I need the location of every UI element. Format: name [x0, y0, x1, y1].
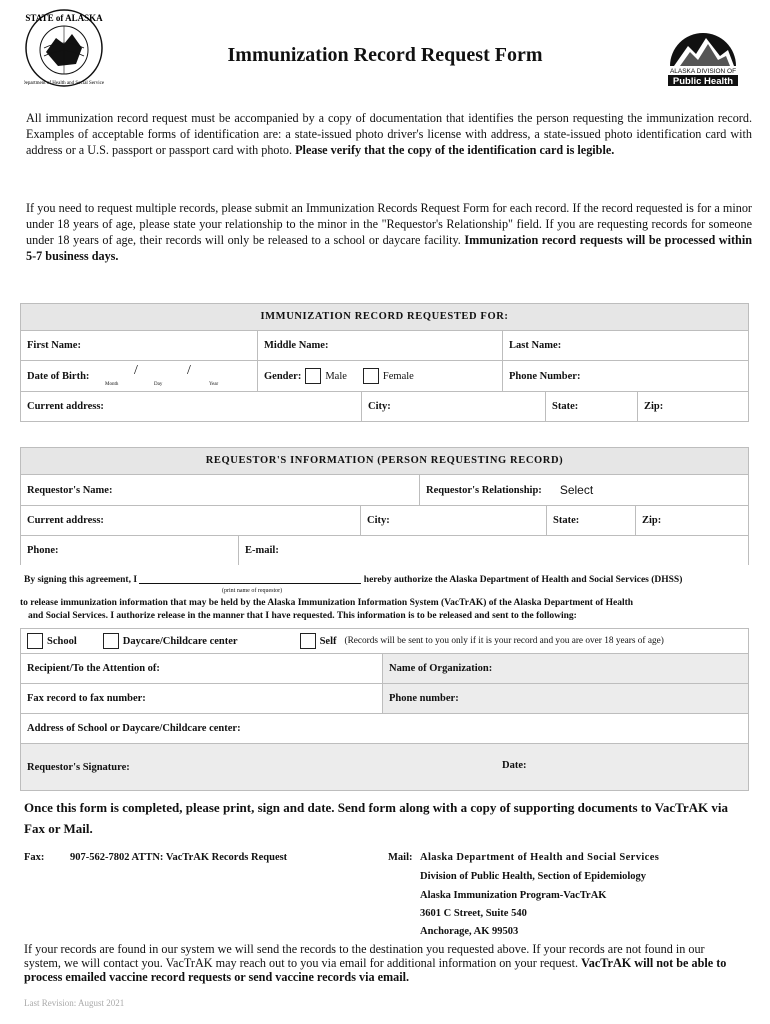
requestor-state-field[interactable]: State:: [547, 506, 636, 535]
phone-number-field[interactable]: Phone Number:: [509, 370, 581, 382]
first-name-field[interactable]: First Name:: [21, 331, 258, 360]
daycare-checkbox[interactable]: [103, 633, 119, 649]
dob-month-label: Month: [105, 382, 119, 387]
requestor-phone-field[interactable]: Phone:: [21, 536, 239, 565]
recipient-field[interactable]: Recipient/To the Attention of:: [21, 654, 383, 683]
school-address-field[interactable]: Address of School or Daycare/Childcare center:: [27, 723, 241, 734]
seal-subtext: Department of Health and Social Services: [24, 81, 104, 86]
dob-slash: /: [187, 363, 191, 378]
revision-date: Last Revision: August 2021: [24, 998, 125, 1008]
male-checkbox[interactable]: [305, 368, 321, 384]
mail-line-2: Division of Public Health, Section of Epidemiology: [420, 871, 647, 882]
signature-field[interactable]: Requestor's Signature:: [27, 761, 130, 773]
mail-label: Mail:: [388, 852, 413, 863]
print-name-input[interactable]: [139, 573, 361, 584]
female-checkbox[interactable]: [363, 368, 379, 384]
date-field[interactable]: Date:: [502, 760, 527, 771]
organization-field[interactable]: Name of Organization:: [383, 654, 748, 683]
dob-day-label: Day: [154, 382, 163, 387]
self-checkbox[interactable]: [300, 633, 316, 649]
mail-line-1: Alaska Department of Health and Social Services: [420, 852, 660, 863]
zip-field[interactable]: Zip:: [644, 401, 664, 412]
record-section-heading: IMMUNIZATION RECORD REQUESTED FOR:: [21, 304, 748, 331]
seal-text: STATE of ALASKA: [25, 13, 103, 23]
release-text-1: to release immunization information that may be held by the Alaska Immunization Information System (VacTrAK) of the Alaska Department of Health: [20, 598, 634, 608]
print-name-caption: (print name of requestor): [222, 588, 283, 594]
date-of-birth-field[interactable]: Date of Birth: / / Month Day Year: [21, 361, 258, 391]
submission-instructions: Once this form is completed, please print, sign and date. Send form along with a copy of supporting documents to VacTrAK via Fax or Mail.: [24, 800, 728, 836]
intro-paragraph-2: If you need to request multiple records, please submit an Immunization Records Request Form for each record. If the record requested is for a minor under 18 years of age, please state your relationship to the minor in the "Requestor's Relationship" field. If you are requesting records for someone under 18 years of age, their records will only be released to a school or daycare facility. Immunization record requests will be processed within 5-7 business days.: [26, 201, 752, 263]
logo-top-text: ALASKA DIVISION OF: [669, 68, 737, 75]
release-text-2: and Social Services. I authorize release in the manner that I have requested. This information is to be released and sent to the following:: [28, 611, 577, 621]
gender-field: Gender: Male Female: [258, 361, 503, 391]
dob-slash: /: [134, 363, 138, 378]
recipient-phone-field[interactable]: Phone number:: [383, 684, 748, 713]
school-checkbox[interactable]: [27, 633, 43, 649]
destination-options: School Daycare/Childcare center Self (Records will be sent to you only if it is your record and you are over 18 years of age): [21, 629, 748, 653]
requestor-section-heading: REQUESTOR'S INFORMATION (PERSON REQUESTING RECORD): [21, 448, 748, 475]
requestor-relationship-field: Requestor's Relationship: Select: [426, 483, 594, 497]
logo-bottom-text: Public Health: [672, 76, 734, 86]
authorization-line: By signing this agreement, I hereby authorize the Alaska Department of Health and Social Services (DHSS): [24, 575, 683, 585]
state-field[interactable]: State:: [546, 392, 638, 421]
requestor-city-field[interactable]: City:: [361, 506, 547, 535]
fax-value: 907-562-7802 ATTN: VacTrAK Records Request: [70, 852, 288, 863]
requestor-section: [20, 447, 749, 565]
mail-line-5: Anchorage, AK 99503: [420, 926, 519, 937]
release-destination-section: [20, 628, 749, 791]
intro-paragraph-1: All immunization record request must be accompanied by a copy of documentation that identifies the person requesting the immunization record. Examples of acceptable forms of identification are: a state-issued photo driver's license with address, a state-issued photo identification card with address or a U.S. passport or passport card with photo. Please verify that the copy of the identification card is legible.: [26, 111, 752, 157]
requestor-zip-field[interactable]: Zip:: [642, 515, 662, 526]
last-name-field[interactable]: Last Name:: [509, 340, 562, 351]
requestor-name-field[interactable]: Requestor's Name:: [21, 475, 420, 505]
fax-label: Fax:: [24, 852, 45, 863]
fax-number-field[interactable]: Fax record to fax number:: [21, 684, 383, 713]
mail-line-4: 3601 C Street, Suite 540: [420, 908, 527, 919]
requestor-email-field[interactable]: E-mail:: [245, 545, 279, 556]
page-title: Immunization Record Request Form: [227, 44, 543, 66]
city-field[interactable]: City:: [362, 392, 546, 421]
current-address-field[interactable]: Current address:: [21, 392, 362, 421]
dob-year-label: Year: [209, 382, 219, 387]
mail-line-3: Alaska Immunization Program-VacTrAK: [420, 890, 607, 901]
record-requested-section: [20, 303, 749, 422]
requestor-address-field[interactable]: Current address:: [21, 506, 361, 535]
middle-name-field[interactable]: Middle Name:: [258, 331, 503, 360]
processing-note: If your records are found in our system we will send the records to the destination you requested above. If your records are not found in our system, we will contact you. VacTrAK may reach out to you via email for additional information on your request. VacTrAK will not be able to process emailed vaccine record requests or send vaccine records via email.: [24, 942, 727, 984]
relationship-select[interactable]: Select: [559, 483, 594, 497]
